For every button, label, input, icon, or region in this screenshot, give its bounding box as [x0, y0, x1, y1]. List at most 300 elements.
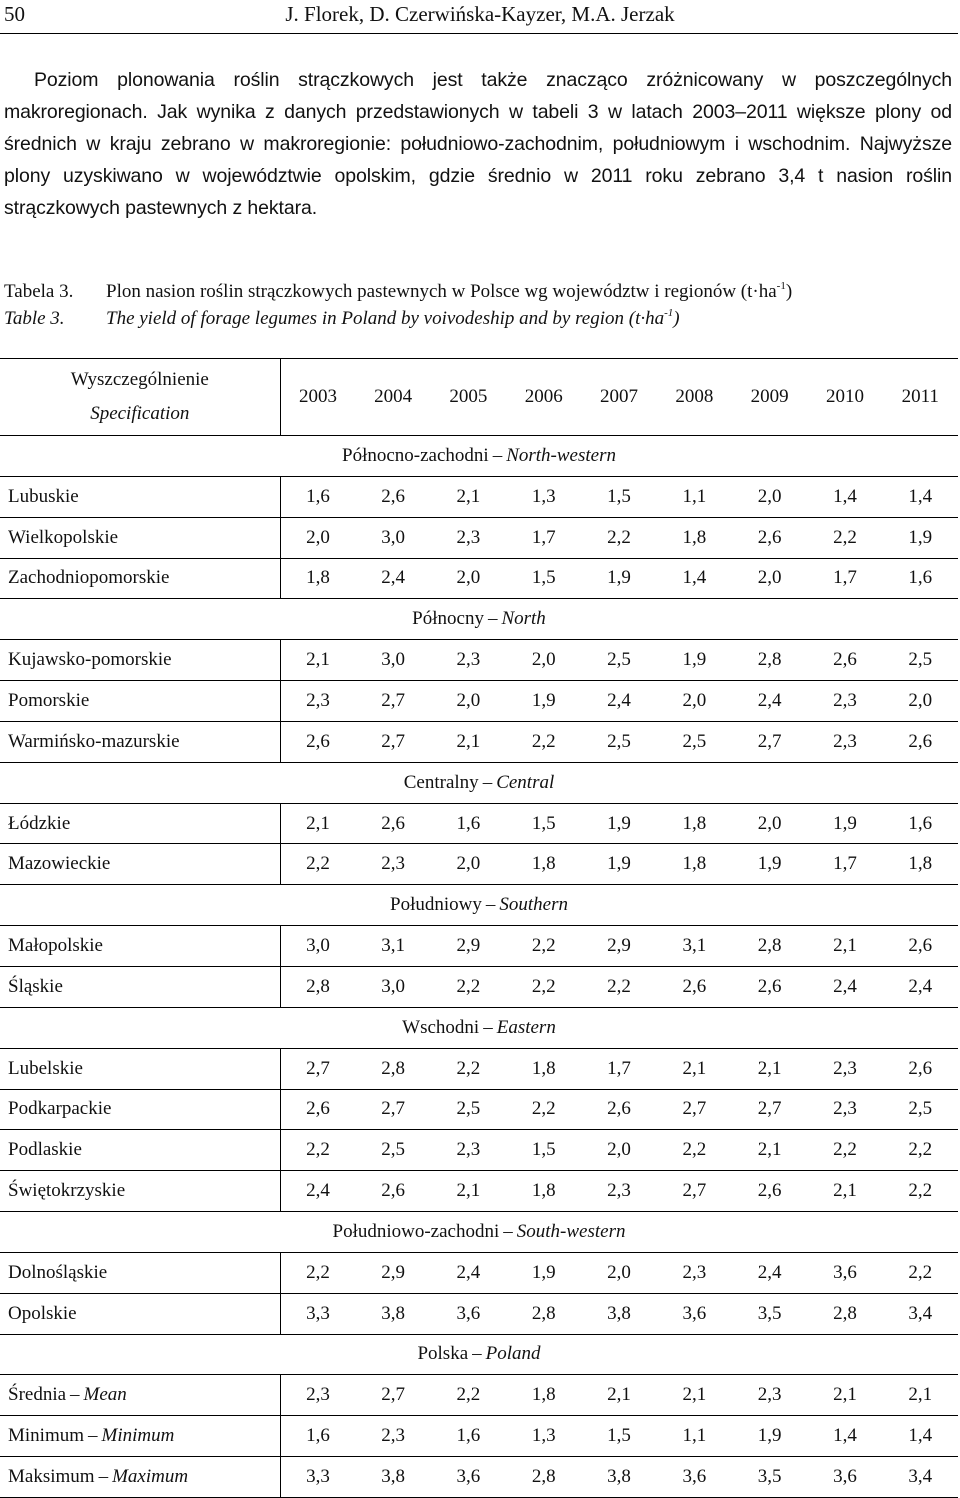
yield-value-cell: 2,5 [431, 1089, 506, 1130]
yield-value-cell: 2,6 [883, 926, 958, 967]
yield-value-cell: 1,7 [581, 1048, 656, 1089]
yield-value-cell: 1,7 [506, 517, 581, 558]
yield-value-cell: 1,7 [807, 558, 882, 599]
yield-value-cell: 2,8 [506, 1293, 581, 1334]
row-label-en: Mean [83, 1384, 127, 1406]
yield-value-cell: 1,6 [431, 803, 506, 844]
yield-value-cell: 2,2 [431, 1375, 506, 1416]
row-label-cell [0, 1048, 280, 1089]
yield-value-cell: 2,0 [657, 681, 732, 722]
region-name-en: Eastern [496, 1016, 556, 1038]
yield-value-cell: 2,0 [280, 517, 355, 558]
yield-value-cell: 2,1 [280, 803, 355, 844]
yield-value-cell: 2,7 [355, 1089, 430, 1130]
yield-value-cell: 1,9 [807, 803, 882, 844]
table-caption-pl-label: Tabela 3. [4, 281, 74, 302]
yield-value-cell: 2,6 [657, 966, 732, 1007]
yield-value-cell: 2,7 [355, 681, 430, 722]
yield-value-cell: 2,0 [732, 803, 807, 844]
yield-value-cell: 1,4 [807, 1416, 882, 1457]
en-dash: – [492, 444, 503, 466]
yield-value-cell: 2,6 [355, 476, 430, 517]
region-row [0, 599, 958, 640]
yield-value-cell: 2,5 [581, 640, 656, 681]
yield-value-cell: 1,9 [883, 517, 958, 558]
yield-value-cell: 2,1 [807, 1375, 882, 1416]
row-label-cell [0, 1457, 280, 1498]
yield-value-cell: 1,9 [657, 640, 732, 681]
row-label-pl: Maksimum [8, 1466, 95, 1488]
en-dash: – [472, 1343, 482, 1365]
yield-value-cell: 2,4 [807, 966, 882, 1007]
yield-value-cell: 2,6 [883, 1048, 958, 1089]
yield-value-cell: 2,0 [431, 844, 506, 885]
table-caption-en-label: Table 3. [4, 308, 65, 329]
yield-value-cell: 1,5 [506, 558, 581, 599]
yield-value-cell: 2,5 [883, 1089, 958, 1130]
yield-value-cell: 2,6 [732, 517, 807, 558]
yield-value-cell: 2,0 [506, 640, 581, 681]
yield-value-cell: 2,2 [280, 844, 355, 885]
yield-value-cell: 1,9 [506, 681, 581, 722]
yield-value-cell: 2,0 [581, 1130, 656, 1171]
yield-value-cell: 3,8 [581, 1457, 656, 1498]
table-caption-en [4, 307, 680, 331]
yield-value-cell: 2,7 [280, 1048, 355, 1089]
yield-value-cell: 1,8 [280, 558, 355, 599]
yield-value-cell: 1,4 [807, 476, 882, 517]
yield-value-cell: 2,0 [883, 681, 958, 722]
yield-value-cell: 2,1 [732, 1130, 807, 1171]
table-caption-en-text: The yield of forage legumes in Poland by voivodeship and by region (t·ha [106, 308, 665, 329]
yield-value-cell: 1,5 [506, 803, 581, 844]
yield-value-cell: 2,4 [431, 1252, 506, 1293]
row-label-cell [0, 1130, 280, 1171]
yield-value-cell: 2,1 [807, 926, 882, 967]
region-row [0, 436, 958, 477]
row-label-cell [0, 721, 280, 762]
yield-value-cell: 2,7 [355, 1375, 430, 1416]
row-label-cell [0, 1293, 280, 1334]
yield-value-cell: 3,0 [355, 966, 430, 1007]
yield-value-cell: 1,1 [657, 1416, 732, 1457]
yield-value-cell: 2,1 [431, 476, 506, 517]
yield-value-cell: 2,7 [732, 1089, 807, 1130]
yield-value-cell: 2,4 [355, 558, 430, 599]
yield-value-cell: 2,2 [506, 966, 581, 1007]
row-label-pl: Śląskie [8, 975, 63, 997]
yield-value-cell: 3,3 [280, 1457, 355, 1498]
yield-value-cell: 2,5 [355, 1130, 430, 1171]
yield-value-cell: 2,8 [355, 1048, 430, 1089]
region-name-pl: Centralny [403, 771, 479, 793]
table-row [0, 1457, 958, 1498]
year-header: 2011 [883, 359, 958, 436]
row-label-pl: Średnia [8, 1384, 67, 1406]
yield-value-cell: 1,9 [581, 803, 656, 844]
yield-value-cell: 2,4 [581, 681, 656, 722]
yield-value-cell: 2,1 [431, 721, 506, 762]
en-dash: – [98, 1466, 109, 1488]
row-label-pl: Pomorskie [8, 689, 90, 711]
yield-value-cell: 2,1 [657, 1375, 732, 1416]
yield-value-cell: 3,1 [355, 926, 430, 967]
yield-value-cell: 1,6 [431, 1416, 506, 1457]
table-row [0, 1416, 958, 1457]
table-caption-en-sup: -1 [664, 307, 674, 319]
year-header: 2008 [657, 359, 732, 436]
region-name-pl: Południowy [390, 894, 482, 916]
yield-value-cell: 3,1 [657, 926, 732, 967]
yield-value-cell: 2,2 [807, 517, 882, 558]
row-label-cell [0, 1089, 280, 1130]
yield-value-cell: 2,8 [506, 1457, 581, 1498]
region-name-pl: Północno-zachodni [342, 444, 489, 466]
yield-value-cell: 1,4 [883, 1416, 958, 1457]
en-dash: – [482, 771, 493, 793]
row-label-cell [0, 1252, 280, 1293]
yield-value-cell: 2,2 [506, 721, 581, 762]
year-header: 2009 [732, 359, 807, 436]
yield-value-cell: 1,6 [280, 1416, 355, 1457]
en-dash: – [483, 1016, 493, 1038]
header-rule [0, 33, 958, 34]
row-label-cell [0, 517, 280, 558]
region-name-pl: Południowo-zachodni [332, 1220, 500, 1242]
yield-value-cell: 2,3 [431, 1130, 506, 1171]
yield-value-cell: 3,6 [807, 1252, 882, 1293]
year-header: 2004 [355, 359, 430, 436]
yield-value-cell: 2,3 [807, 721, 882, 762]
table-row [0, 1171, 958, 1212]
row-label-cell [0, 681, 280, 722]
yield-value-cell: 1,9 [581, 844, 656, 885]
table-row [0, 476, 958, 517]
yield-value-cell: 2,3 [431, 640, 506, 681]
region-name-en: Poland [485, 1343, 541, 1365]
row-label-pl: Łódzkie [8, 812, 71, 834]
yield-value-cell: 2,1 [883, 1375, 958, 1416]
row-label-cell [0, 803, 280, 844]
yield-value-cell: 2,5 [883, 640, 958, 681]
yield-value-cell: 2,8 [280, 966, 355, 1007]
yield-value-cell: 2,3 [807, 681, 882, 722]
yield-value-cell: 2,6 [732, 966, 807, 1007]
yield-value-cell: 3,8 [355, 1293, 430, 1334]
yield-value-cell: 2,8 [732, 926, 807, 967]
table-row [0, 844, 958, 885]
yield-value-cell: 3,8 [355, 1457, 430, 1498]
table-row [0, 1089, 958, 1130]
yield-value-cell: 3,0 [280, 926, 355, 967]
region-name-en: North [501, 608, 546, 630]
yield-value-cell: 2,1 [280, 640, 355, 681]
yield-value-cell: 3,6 [657, 1293, 732, 1334]
region-row [0, 1007, 958, 1048]
yield-value-cell: 1,8 [657, 517, 732, 558]
specification-header-en: Specification [90, 403, 190, 424]
yield-value-cell: 1,6 [883, 803, 958, 844]
row-label-pl: Mazowieckie [8, 853, 111, 875]
region-row [0, 1212, 958, 1253]
row-label-pl: Wielkopolskie [8, 526, 119, 548]
table-row [0, 1293, 958, 1334]
row-label-pl: Małopolskie [8, 935, 103, 957]
en-dash: – [503, 1220, 513, 1242]
yield-table [0, 358, 958, 1498]
table-row [0, 1130, 958, 1171]
row-label-pl: Lubelskie [8, 1057, 83, 1079]
yield-value-cell: 1,8 [506, 844, 581, 885]
year-header: 2007 [581, 359, 656, 436]
yield-value-cell: 2,3 [280, 1375, 355, 1416]
yield-value-cell: 1,3 [506, 1416, 581, 1457]
yield-value-cell: 2,4 [883, 966, 958, 1007]
row-label-pl: Świętokrzyskie [8, 1180, 126, 1202]
specification-header [0, 359, 280, 436]
year-header: 2010 [807, 359, 882, 436]
row-label-pl: Minimum [8, 1425, 85, 1447]
yield-value-cell: 1,9 [732, 844, 807, 885]
table-caption-pl-sup: -1 [776, 280, 786, 292]
yield-value-cell: 3,6 [657, 1457, 732, 1498]
table-row [0, 517, 958, 558]
yield-value-cell: 2,0 [431, 681, 506, 722]
yield-value-cell: 2,9 [581, 926, 656, 967]
table-row [0, 1252, 958, 1293]
yield-value-cell: 2,3 [355, 844, 430, 885]
yield-value-cell: 3,6 [431, 1457, 506, 1498]
year-header: 2006 [506, 359, 581, 436]
yield-value-cell: 2,1 [657, 1048, 732, 1089]
en-dash: – [485, 894, 496, 916]
region-name-en: Central [496, 771, 555, 793]
row-label-cell [0, 1375, 280, 1416]
region-name-pl: Wschodni [402, 1016, 480, 1038]
yield-value-cell: 2,9 [355, 1252, 430, 1293]
table-row [0, 558, 958, 599]
running-head-authors: J. Florek, D. Czerwińska-Kayzer, M.A. Jerzak [285, 2, 675, 26]
row-label-cell [0, 558, 280, 599]
yield-value-cell: 1,8 [506, 1375, 581, 1416]
yield-value-cell: 2,6 [581, 1089, 656, 1130]
yield-value-cell: 2,3 [657, 1252, 732, 1293]
row-label-pl: Dolnośląskie [8, 1261, 108, 1283]
yield-value-cell: 3,4 [883, 1293, 958, 1334]
row-label-cell [0, 844, 280, 885]
table-row [0, 640, 958, 681]
row-label-cell [0, 966, 280, 1007]
row-label-pl: Lubuskie [8, 485, 79, 507]
yield-value-cell: 1,8 [506, 1171, 581, 1212]
yield-value-cell: 3,4 [883, 1457, 958, 1498]
yield-value-cell: 1,9 [732, 1416, 807, 1457]
region-header-cell [0, 599, 958, 640]
yield-value-cell: 1,8 [657, 844, 732, 885]
table-row [0, 803, 958, 844]
yield-value-cell: 2,3 [732, 1375, 807, 1416]
yield-value-cell: 2,6 [732, 1171, 807, 1212]
yield-value-cell: 1,8 [657, 803, 732, 844]
yield-value-cell: 2,6 [807, 640, 882, 681]
table-caption-pl-end: ) [785, 281, 793, 302]
yield-value-cell: 2,0 [732, 558, 807, 599]
region-header-cell [0, 1334, 958, 1375]
yield-value-cell: 1,7 [807, 844, 882, 885]
yield-value-cell: 2,2 [581, 966, 656, 1007]
yield-value-cell: 3,5 [732, 1293, 807, 1334]
yield-value-cell: 2,2 [807, 1130, 882, 1171]
yield-value-cell: 2,8 [807, 1293, 882, 1334]
table-row [0, 721, 958, 762]
yield-value-cell: 2,2 [506, 1089, 581, 1130]
yield-value-cell: 1,5 [581, 476, 656, 517]
row-label-cell [0, 1171, 280, 1212]
yield-value-cell: 2,3 [355, 1416, 430, 1457]
yield-value-cell: 1,5 [506, 1130, 581, 1171]
body-paragraph: Poziom plonowania roślin strączkowych jest także znacząco zróżnicowany w poszczególnych makroregionach. Jak wynika z danych przedstawionych w tabeli 3 w latach 2003–2011 większe plony od średnich w kraju zebrano w makroregionie: południowo-zachodnim, południowym i wschodnim. Najwyższe plony uzyskiwano w województwie opolskim, gdzie średnio w 2011 roku zebrano 3,4 t nasion roślin strączkowych pastewnych z hektara. [4, 69, 952, 219]
yield-value-cell: 2,4 [732, 1252, 807, 1293]
yield-value-cell: 1,8 [506, 1048, 581, 1089]
region-name-en: South-western [516, 1220, 626, 1242]
yield-value-cell: 1,5 [581, 1416, 656, 1457]
en-dash: – [70, 1384, 80, 1406]
yield-value-cell: 2,7 [355, 721, 430, 762]
yield-value-cell: 2,2 [883, 1171, 958, 1212]
yield-value-cell: 2,2 [431, 1048, 506, 1089]
yield-value-cell: 1,6 [883, 558, 958, 599]
yield-value-cell: 2,1 [581, 1375, 656, 1416]
yield-value-cell: 1,4 [883, 476, 958, 517]
row-label-cell [0, 926, 280, 967]
row-label-pl: Warmińsko-mazurskie [8, 730, 180, 752]
yield-value-cell: 2,1 [732, 1048, 807, 1089]
table-row [0, 681, 958, 722]
region-name-en: Southern [499, 894, 568, 916]
row-label-en: Minimum [101, 1425, 175, 1447]
en-dash: – [88, 1425, 98, 1447]
table-row [0, 1048, 958, 1089]
yield-value-cell: 2,1 [807, 1171, 882, 1212]
yield-value-cell: 2,2 [883, 1130, 958, 1171]
region-row [0, 762, 958, 803]
table-row [0, 966, 958, 1007]
year-header: 2005 [431, 359, 506, 436]
yield-value-cell: 3,0 [355, 517, 430, 558]
yield-value-cell: 2,7 [657, 1089, 732, 1130]
yield-value-cell: 2,6 [280, 721, 355, 762]
yield-value-cell: 2,0 [732, 476, 807, 517]
row-label-pl: Podlaskie [8, 1139, 82, 1161]
yield-value-cell: 2,6 [883, 721, 958, 762]
table-caption-pl-text: Plon nasion roślin strączkowych pastewnych w Polsce wg województw i regionów (t·ha [106, 281, 777, 302]
region-name-en: North-western [506, 444, 616, 466]
yield-value-cell: 2,2 [581, 517, 656, 558]
yield-value-cell: 2,2 [280, 1130, 355, 1171]
yield-value-cell: 1,9 [581, 558, 656, 599]
row-label-pl: Kujawsko-pomorskie [8, 649, 172, 671]
row-label-pl: Opolskie [8, 1302, 77, 1324]
yield-value-cell: 2,3 [431, 517, 506, 558]
region-row [0, 885, 958, 926]
yield-value-cell: 2,4 [732, 681, 807, 722]
yield-value-cell: 2,2 [883, 1252, 958, 1293]
yield-value-cell: 2,3 [581, 1171, 656, 1212]
yield-value-cell: 1,4 [657, 558, 732, 599]
yield-value-cell: 2,0 [431, 558, 506, 599]
region-name-pl: Północny [412, 608, 484, 630]
yield-value-cell: 2,3 [280, 681, 355, 722]
yield-value-cell: 3,8 [581, 1293, 656, 1334]
year-header: 2003 [280, 359, 355, 436]
row-label-pl: Zachodniopomorskie [8, 567, 170, 589]
yield-value-cell: 1,9 [506, 1252, 581, 1293]
yield-value-cell: 2,9 [431, 926, 506, 967]
row-label-cell [0, 640, 280, 681]
yield-value-cell: 3,6 [807, 1457, 882, 1498]
yield-value-cell: 2,0 [581, 1252, 656, 1293]
yield-value-cell: 2,6 [355, 803, 430, 844]
yield-value-cell: 2,1 [431, 1171, 506, 1212]
yield-value-cell: 3,6 [431, 1293, 506, 1334]
region-header-cell [0, 762, 958, 803]
table-caption-pl [4, 280, 792, 304]
row-label-en: Maximum [112, 1466, 189, 1488]
yield-value-cell: 3,0 [355, 640, 430, 681]
yield-value-cell: 1,3 [506, 476, 581, 517]
yield-value-cell: 2,8 [732, 640, 807, 681]
table-body [0, 436, 958, 1498]
row-label-pl: Podkarpackie [8, 1098, 112, 1120]
yield-value-cell: 2,7 [657, 1171, 732, 1212]
yield-table-container [0, 358, 958, 1498]
yield-value-cell: 2,7 [732, 721, 807, 762]
region-name-pl: Polska [417, 1343, 469, 1365]
yield-value-cell: 2,4 [280, 1171, 355, 1212]
region-header-cell [0, 1007, 958, 1048]
yield-value-cell: 2,6 [280, 1089, 355, 1130]
yield-value-cell: 1,6 [280, 476, 355, 517]
region-header-cell [0, 885, 958, 926]
yield-value-cell: 2,5 [657, 721, 732, 762]
row-label-cell [0, 1416, 280, 1457]
region-header-cell [0, 1212, 958, 1253]
yield-value-cell: 2,2 [431, 966, 506, 1007]
yield-value-cell: 2,3 [807, 1048, 882, 1089]
table-header-row [0, 359, 958, 436]
yield-value-cell: 1,8 [883, 844, 958, 885]
region-header-cell [0, 436, 958, 477]
specification-header-pl: Wyszczególnienie [70, 369, 209, 390]
yield-value-cell: 2,2 [280, 1252, 355, 1293]
page-number: 50 [4, 2, 25, 26]
row-label-cell [0, 476, 280, 517]
yield-value-cell: 3,3 [280, 1293, 355, 1334]
yield-value-cell: 2,2 [506, 926, 581, 967]
yield-value-cell: 2,2 [657, 1130, 732, 1171]
yield-value-cell: 2,5 [581, 721, 656, 762]
table-caption-en-end: ) [673, 308, 680, 329]
page-header [0, 0, 960, 40]
yield-value-cell: 2,6 [355, 1171, 430, 1212]
table-row [0, 1375, 958, 1416]
en-dash: – [487, 608, 498, 630]
yield-value-cell: 2,3 [807, 1089, 882, 1130]
yield-value-cell: 3,5 [732, 1457, 807, 1498]
table-row [0, 926, 958, 967]
yield-value-cell: 1,1 [657, 476, 732, 517]
region-row [0, 1334, 958, 1375]
